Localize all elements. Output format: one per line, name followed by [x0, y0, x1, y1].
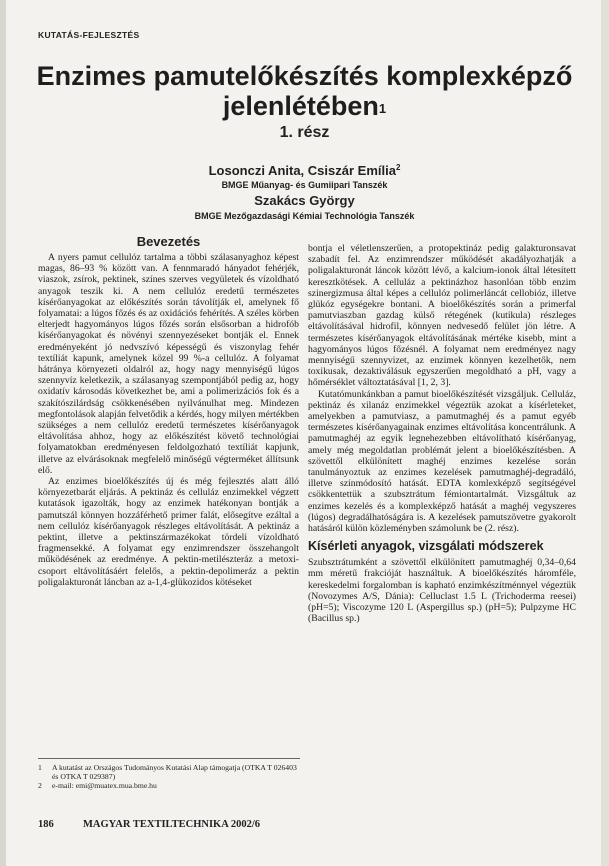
paragraph: A nyers pamut cellulóz tartalma a többi szálasanyaghoz képest magas, 86–93 % között van. A fennmaradó hányadot fehérjék, viaszok, zsírok, pektinek, színes szerves vegyületek és vízoldható anyagok teszik ki. A nem cellulóz eredetű természetes kísérőanyagokat az előkészítés során távolítják el, amelynek fő folyamatai: a lúgos főzés és az oxidációs fehérítés. A széles körben elterjedt hagyományos lúgos főzés során elsősorban a hidrofób kísérőanyagokat és növényi szennyezéseket bontják el. Ennek eredményeként jó nedvszívó képességű és viszonylag fehér textíliát kapunk, amelynek közel 99 %-a cellulóz. A folyamat hátránya környezeti oldalról az, hogy nagy mennyiségű lúgos szennyvíz keletkezik, a szálasanyag szempontjából pedig az, hogy oxidatív károsodás következhet be, ami a polimerizációs fok és a szakítószilárdság csökkenésében nyilvánulhat meg. Mindezen megfontolások alapján felvetődik a kérdés, hogy milyen mértékben szükséges a nem cellulóz eredetű természetes kísérőanyagok eltávolítása ahhoz, hogy az előkészítést követő technológiai folyamatokban eredményesen feldolgozható textíliát kapjunk, illetve az elvárásoknak megfelelő minőségű végterméket állítsunk elő. [38, 252, 299, 476]
footnote-text: A kutatást az Országos Tudományos Kutatási Alap támogatja (OTKA T 026403 és OTKA T 029387) [52, 763, 297, 781]
paragraph: Az enzimes bioelőkészítés új és még fejlesztés alatt álló környezetbarát eljárás. A pektináz és celluláz enzimekkel végzett kutatások igazolták, hogy az enzimek hatékonyan bontják a pamutszál könnyen hozzáférhető primer falát, elősegítve ezáltal a nem cellulóz kísérőanyagok részleges eltávolítását. A pektináz a pektint, illetve a pektinszármazékokat tördeli vízoldható fragmensekké. A folyamat egy enzimrendszer összehangolt működésének az eredménye. A pektin-metilészteráz a metoxi-csoport eltávolításáért felelős, a pektin-depolimeráz a pektin poligalakturonát láncban az a-1,4-glükozidos kötéseket [38, 476, 299, 588]
footnote [38, 763, 300, 781]
footnote-mark: 2 [38, 781, 42, 790]
footnote [38, 781, 300, 790]
page-number: 186 [38, 819, 54, 830]
left-column [38, 234, 299, 588]
affiliation-1: BMGE Műanyag- és Gumiipari Tanszék [221, 180, 388, 190]
page-footer [38, 819, 260, 830]
footnote-mark: 1 [38, 763, 42, 772]
article-part: 1. rész [279, 124, 330, 141]
journal-name: MAGYAR TEXTILTECHNIKA 2002/6 [83, 819, 260, 830]
author-line-1 [0, 163, 609, 178]
title-footnote-mark: 1 [378, 101, 387, 116]
affiliation-2: BMGE Mezőgazdasági Kémiai Technológia Tanszék [194, 211, 415, 221]
paragraph: Kutatómunkánkban a pamut bioelőkészítését vizsgáljuk. Celluláz, pektináz és xilanáz enzimekkel végeztük azokat a kísérleteket, amelyekben a pamutviasz, a pamutmaghéj és a pamut egyéb természetes kísérőanyagainak enzimes eltávolítása koncentrálunk. A pamutmaghéj az egyik legnehezebben eltávolítható kísérőanyag, amely még megoldatlan problémát jelent a bioelőkészítésben. A szövettől elkülönített maghéj enzimes kezelése során tanulmányoztuk az enzimes kezelések pamutmaghéj-degradáló, illetve színmódosító hatását. EDTA komlexképző segítségével csökkentettük a szubsztrátum fémiontartalmát. Vizsgáltuk az enzimes kezelés és a komplexképző hatását a maghéj vegyszeres (lúgos) degradálhatóságára is. A kezelések pamutszövetre gyakorolt hatásáról külön közleményben számolunk be (2. rész). [308, 388, 576, 535]
footnotes [38, 758, 300, 790]
section-label: KUTATÁS-FEJLESZTÉS [38, 30, 140, 40]
paragraph: bontja el véletlenszerűen, a protopektináz pedig galakturonsavat szabadít fel. Az enzimrendszer működését akadályozhatják a poligalakturonát láncok között lévő, a kalcium-ionok által létesített keresztkötések. A celluláz a pektinázhoz hasonlóan több enzim szinergizmusa által képes a cellulóz polimerláncát cellobióz, illetve glükóz egységekre bontani. A bioelőkészítés során a primerfal pamutviaszban gazdag külső rétegének (kutikula) részleges eltávolításával hidrofil, könnyen nedvesedő felület jön létre. A természetes kísérőanyagok eltávolításának mértéke kisebb, mint a hagyományos lúgos főzésnél. A folyamat nem eredményez nagy mennyiségű szennyvizet, az enzimek könnyen kezelhetők, nem toxikusak, dezaktiválásuk egyszerűen megoldható a pH, vagy a hőmérséklet változtatásával [1, 2, 3]. [308, 243, 576, 389]
footnote-text: e-mail: emi@muatex.mua.bme.hu [52, 781, 157, 790]
author-footnote-mark: 2 [395, 163, 401, 172]
article-title-line-2 [20, 90, 589, 123]
paragraph: Szubsztrátumként a szövettől elkülönített pamutmaghéj 0,34–0,64 mm méretű frakcióját használtuk. A bioelőkészítés háromféle, kereskedelmi forgalomban is kapható enzimkészítménnyel végeztük (Novozymes A/S, Dánia): Celluclast 1.5 L (Trichoderma reesei) (pH=5); Viscozyme 120 L (Aspergillus sp.) (pH=5); Pulpzyme HC (Bacillus sp.) [308, 557, 576, 625]
title-text: jelenlétében [222, 91, 379, 121]
author-names: Losonczi Anita, Csiszár Emília [208, 163, 396, 178]
author-line-2: Szakács György [254, 193, 355, 208]
right-column [308, 243, 576, 625]
section-heading-introduction: Bevezetés [136, 234, 201, 249]
section-heading-methods: Kísérleti anyagok, vizsgálati módszerek [308, 539, 544, 554]
article-title-line-1: Enzimes pamutelőkészítés komplexképző [36, 61, 573, 91]
